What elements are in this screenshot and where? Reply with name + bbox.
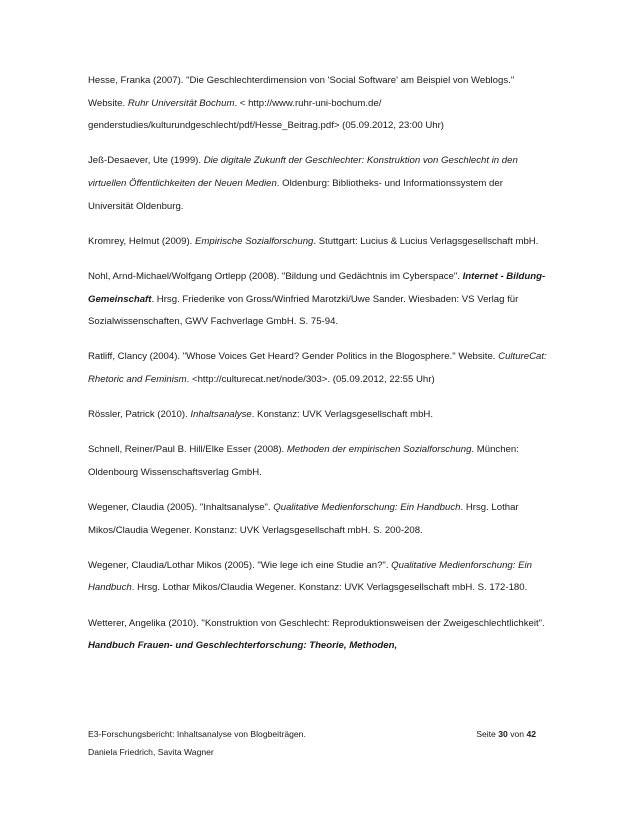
reference-text: Rössler, Patrick (2010). <box>88 409 191 421</box>
reference-title-text: Methoden der empirischen Sozialforschung <box>286 444 472 456</box>
reference-title-text: Ruhr Universität Bochum <box>127 97 235 109</box>
reference-entry <box>88 404 548 427</box>
reference-title-text: CultureCat: Rhetoric and Feminism <box>88 351 547 385</box>
reference-text: Kromrey, Helmut (2009). <box>88 235 195 247</box>
reference-text: Ratliff, Clancy (2004). "Whose Voices Get Heard? Gender Politics in the Blogosphere." Website. <box>88 351 499 363</box>
reference-text: Nohl, Arnd-Michael/Wolfgang Ortlepp (2008). "Bildung und Gedächtnis im Cyberspace". <box>88 270 463 282</box>
reference-text: . Hrsg. Lothar Mikos/Claudia Wegener. Konstanz: UVK Verlagsgesellschaft mbH. S. 172-180. <box>131 582 528 594</box>
reference-entry <box>88 613 548 658</box>
reference-entry <box>88 150 548 218</box>
reference-text: . München: Oldenbourg Wissenschaftsverlag GmbH. <box>88 444 519 478</box>
reference-entry <box>88 439 548 484</box>
footer-title: E3-Forschungsbericht: Inhaltsanalyse von Blogbeiträgen. <box>88 729 306 739</box>
reference-text: . Hrsg. Friederike von Gross/Winfried Marotzki/Uwe Sander. Wiesbaden: VS Verlag für Sozialwissenschaften, GWV Fachverlage GmbH. S. 75-94. <box>88 293 519 328</box>
reference-text: . Stuttgart: Lucius & Lucius Verlagsgesellschaft mbH. <box>313 235 539 247</box>
page-footer <box>88 726 536 761</box>
reference-title-text: Qualitative Medienforschung: Ein Handbuch <box>88 559 532 594</box>
reference-text: Jeß-Desaever, Ute (1999). <box>88 155 204 167</box>
page-separator: von <box>510 729 525 739</box>
page-total: 42 <box>526 729 536 739</box>
reference-title-text: Internet - Bildung- Gemeinschaft <box>88 270 546 305</box>
reference-text: . Hrsg. Lothar Mikos/Claudia Wegener. Konstanz: UVK Verlagsgesellschaft mbH. S. 200-208. <box>88 502 519 536</box>
reference-title-text: Empirische Sozialforschung <box>194 235 314 247</box>
reference-entry <box>88 70 548 138</box>
footer-row <box>88 726 536 744</box>
reference-text: Wegener, Claudia (2005). "Inhaltsanalyse". <box>88 502 274 514</box>
page-current: 30 <box>498 729 508 739</box>
reference-title-text: Die digitale Zukunft der Geschlechter: Konstruktion von Geschlecht in den virtuellen Öffentlichkeiten der Neuen Medien <box>88 155 518 189</box>
reference-text: Hesse, Franka (2007). "Die Geschlechterdimension von 'Social Software' am Beispiel von Weblogs." Website. <box>88 75 515 109</box>
reference-text: Wetterer, Angelika (2010). "Konstruktion von Geschlecht: Reproduktionsweisen der Zweigeschlechtlichkeit". <box>88 617 545 629</box>
reference-title-text: Inhaltsanalyse <box>190 409 252 421</box>
reference-list <box>88 70 548 670</box>
reference-text: Schnell, Reiner/Paul B. Hill/Elke Esser (2008). <box>88 444 287 456</box>
reference-entry <box>88 231 548 254</box>
reference-title-text: Handbuch Frauen- und Geschlechterforschung: Theorie, Methoden, <box>88 640 398 652</box>
reference-entry <box>88 346 548 391</box>
reference-entry <box>88 497 548 542</box>
reference-text: . Konstanz: UVK Verlagsgesellschaft mbH. <box>251 409 434 421</box>
page-number <box>476 726 536 744</box>
reference-text: . <http://culturecat.net/node/303>. (05.09.2012, 22:55 Uhr) <box>186 373 435 385</box>
reference-text: . Oldenburg: Bibliotheks- und Informationssystem der Universität Oldenburg. <box>88 177 503 212</box>
reference-text: Wegener, Claudia/Lothar Mikos (2005). "Wie lege ich eine Studie an?". <box>88 559 392 571</box>
reference-text: . < http://www.ruhr-uni-bochum.de/ genderstudies/kulturundgeschlecht/pdf/Hesse_Beitrag.pdf> (05.09.2012, 23:00 Uhr) <box>88 97 444 132</box>
page-prefix: Seite <box>476 729 496 739</box>
footer-authors: Daniela Friedrich, Savita Wagner <box>88 746 214 757</box>
reference-entry <box>88 266 548 334</box>
reference-title-text: Qualitative Medienforschung: Ein Handbuch <box>273 502 461 514</box>
reference-entry <box>88 555 548 600</box>
